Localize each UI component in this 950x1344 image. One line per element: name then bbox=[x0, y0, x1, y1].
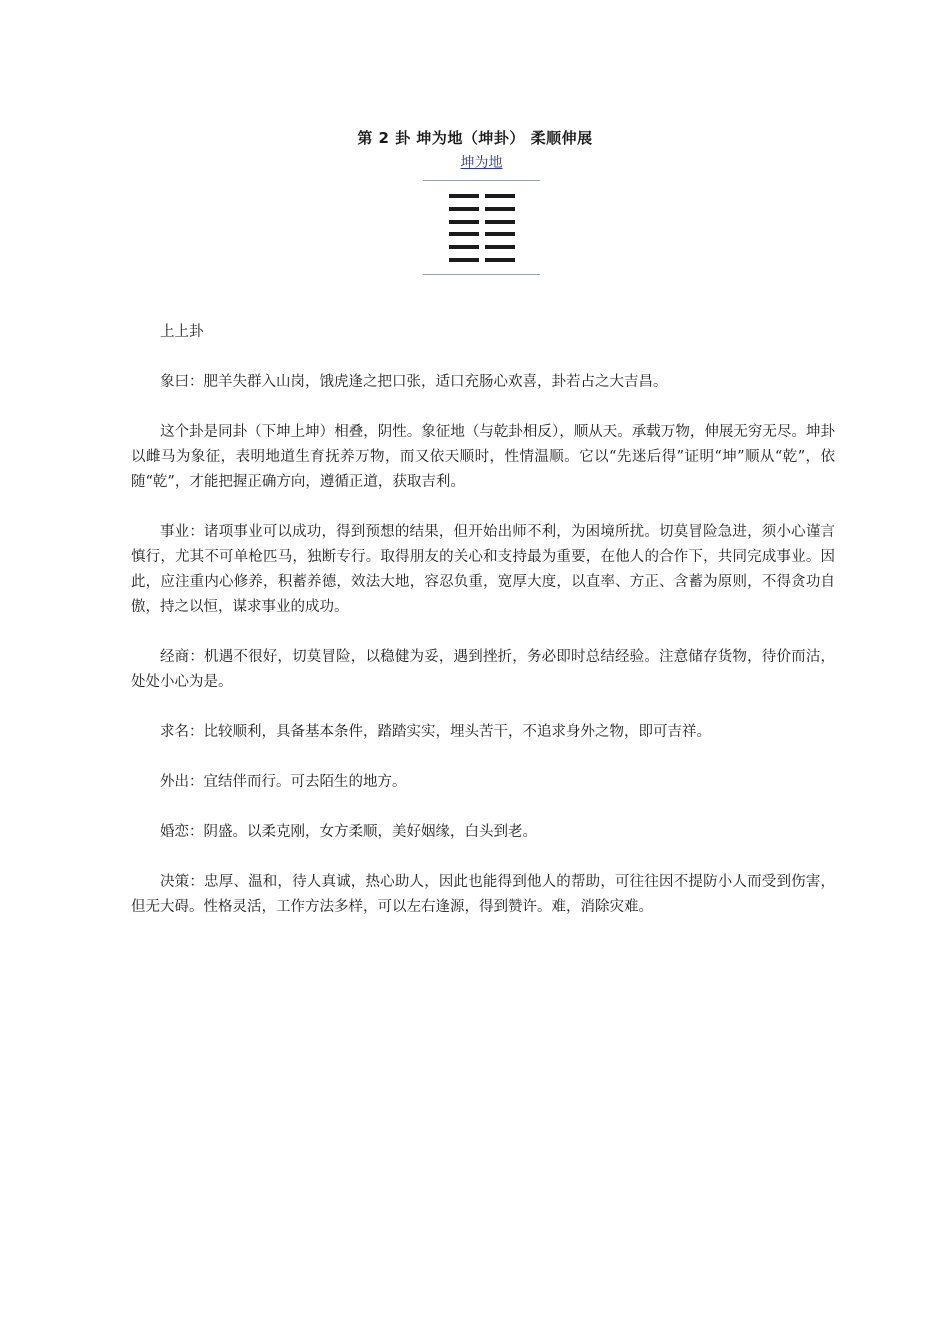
hexagram-line-1 bbox=[449, 194, 515, 198]
figure-bottom-rule bbox=[423, 274, 540, 275]
page-title: 第 2 卦 坤为地（坤卦） 柔顺伸展 bbox=[357, 129, 593, 147]
yin-segment-left bbox=[449, 194, 479, 198]
hexagram-line-3 bbox=[449, 220, 515, 224]
yin-segment-right bbox=[485, 207, 515, 211]
paragraph-explanation: 这个卦是同卦（下坤上坤）相叠，阴性。象征地（与乾卦相反），顺从天。承载万物，伸展无穷无尽。坤卦以雌马为象征，表明地道生育抚养万物，而又依天顺时，性情温顺。它以“先迷后得”证明“坤”顺从“乾”，依随“乾”，才能把握正确方向，遵循正道，获取吉利。 bbox=[131, 424, 835, 490]
hexagram-line-5 bbox=[449, 245, 515, 249]
hexagram-line-2 bbox=[449, 207, 515, 211]
document-body bbox=[131, 320, 835, 945]
yin-segment-right bbox=[485, 194, 515, 198]
yin-segment-left bbox=[449, 220, 479, 224]
paragraph-rank: 上上卦 bbox=[160, 324, 204, 340]
hexagram-line-4 bbox=[449, 232, 515, 236]
hexagram-figure bbox=[423, 150, 540, 277]
hexagram-kun-icon bbox=[449, 194, 515, 271]
hexagram-caption: 坤为地 bbox=[460, 155, 503, 171]
paragraph-fame: 求名：比较顺利，具备基本条件，踏踏实实，埋头苦干，不追求身外之物，即可吉祥。 bbox=[160, 724, 711, 740]
yin-segment-left bbox=[449, 245, 479, 249]
yin-segment-right bbox=[485, 245, 515, 249]
paragraph-career: 事业：诸项事业可以成功，得到预想的结果，但开始出师不利，为困境所扰。切莫冒险急进，须小心谨言慎行，尤其不可单枪匹马，独断专行。取得朋友的关心和支持最为重要，在他人的合作下，共同完成事业。因此，应注重内心修养，积蓄养德，效法大地，容忍负重，宽厚大度，以直率、方正、含蓄为原则，不得贪功自傲，持之以恒，谋求事业的成功。 bbox=[131, 524, 835, 615]
yin-segment-right bbox=[485, 232, 515, 236]
yin-segment-left bbox=[449, 207, 479, 211]
paragraph-decision: 决策：忠厚、温和，待人真诚，热心助人，因此也能得到他人的帮助，可往往因不提防小人而受到伤害，但无大碍。性格灵活，工作方法多样，可以左右逢源，得到赞许。难，消除灾难。 bbox=[131, 874, 835, 915]
paragraph-business: 经商：机遇不很好，切莫冒险，以稳健为妥，遇到挫折，务必即时总结经验。注意储存货物，待价而沽，处处小心为是。 bbox=[131, 649, 835, 690]
paragraph-travel: 外出：宜结伴而行。可去陌生的地方。 bbox=[160, 774, 407, 790]
paragraph-image-verse: 象曰：肥羊失群入山岗，饿虎逢之把口张，适口充肠心欢喜，卦若占之大吉昌。 bbox=[160, 374, 668, 390]
paragraph-marriage: 婚恋：阴盛。以柔克刚，女方柔顺，美好姻缘，白头到老。 bbox=[160, 824, 537, 840]
yin-segment-right bbox=[485, 258, 515, 262]
yin-segment-right bbox=[485, 220, 515, 224]
figure-top-rule bbox=[423, 180, 540, 181]
yin-segment-left bbox=[449, 232, 479, 236]
yin-segment-left bbox=[449, 258, 479, 262]
hexagram-line-6 bbox=[449, 258, 515, 262]
